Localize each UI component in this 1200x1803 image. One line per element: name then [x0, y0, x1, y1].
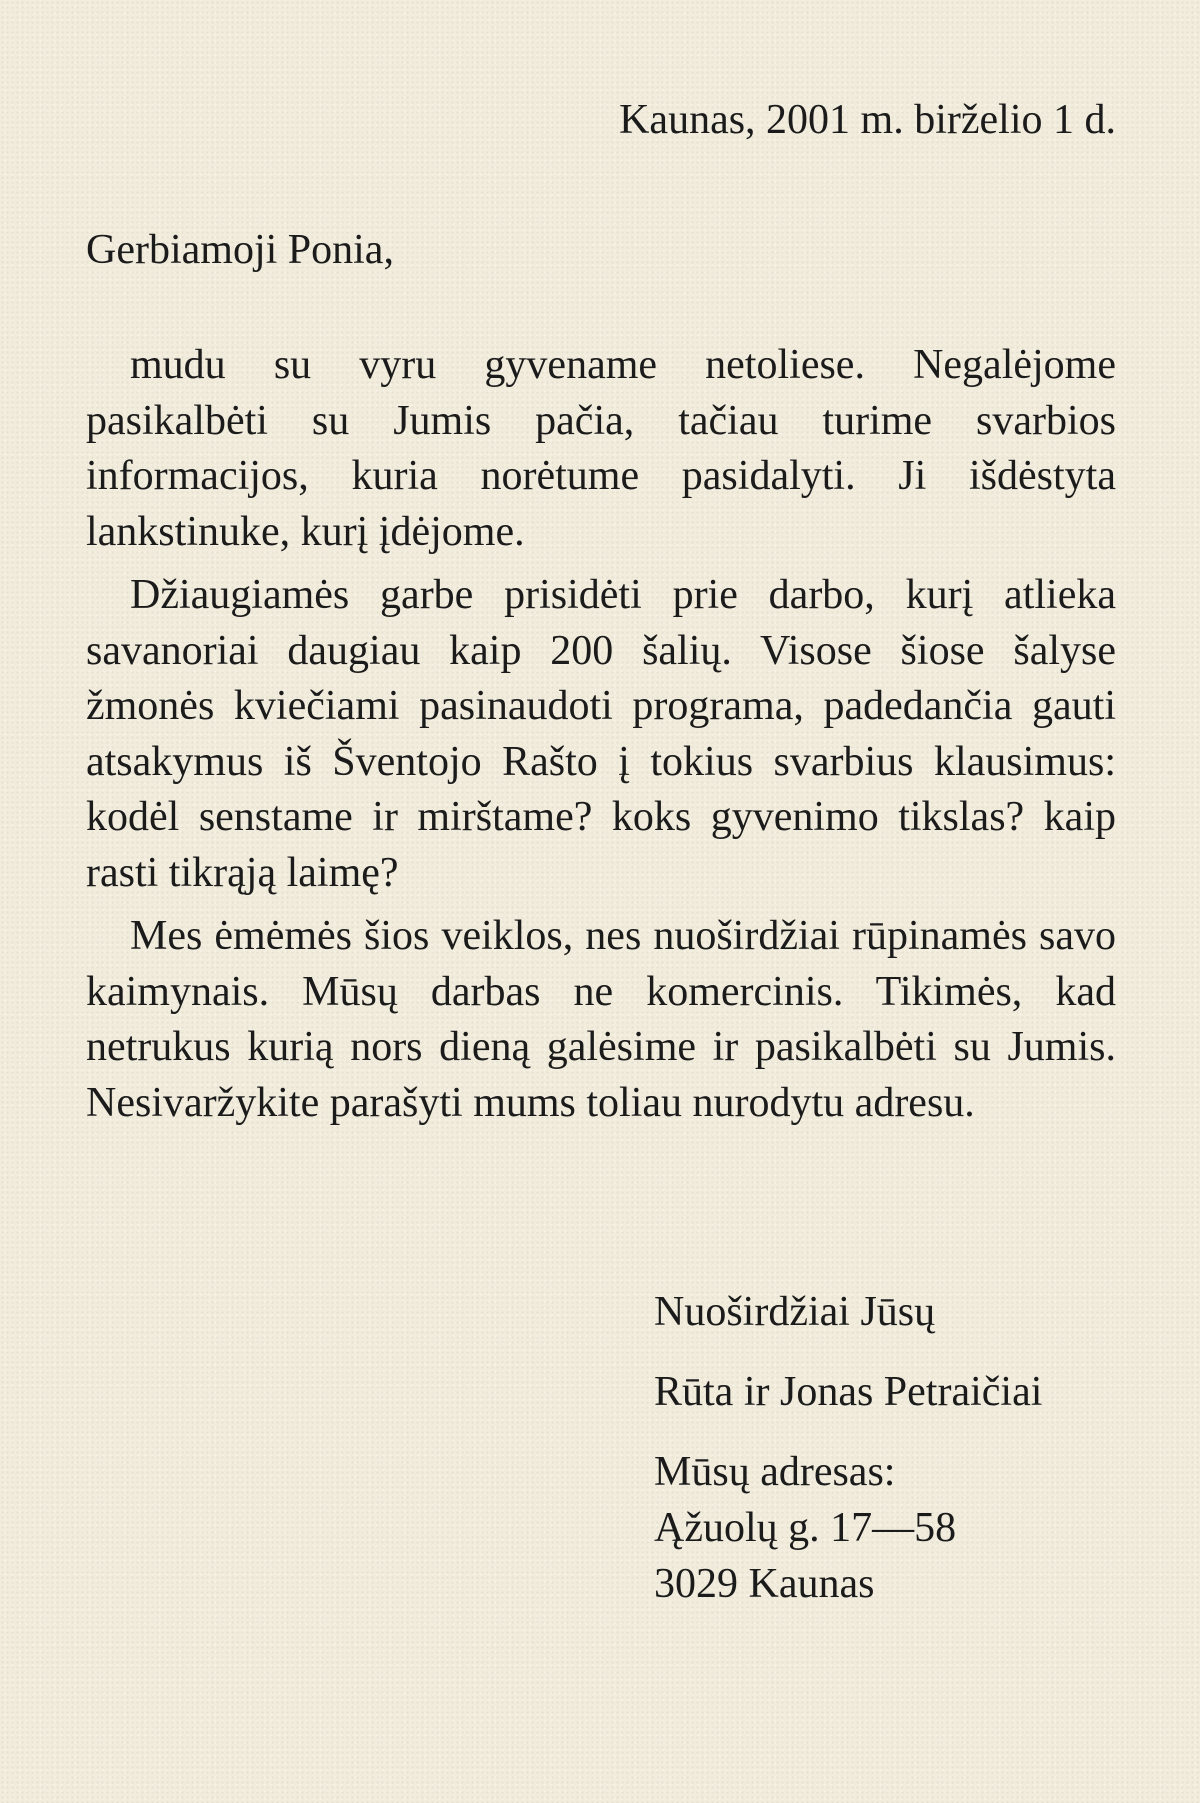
letter-date: Kaunas, 2001 m. birželio 1 d.: [619, 97, 1116, 143]
letter-body: [86, 338, 1116, 1139]
address-label: Mūsų adresas:: [654, 1449, 896, 1495]
closing-phrase: Nuoširdžiai Jūsų: [654, 1289, 936, 1335]
address-street: Ąžuolų g. 17—58: [654, 1505, 957, 1551]
paragraph-1: mudu su vyru gyvename netoliese. Negalėjome pasikalbėti su Jumis pačia, tačiau turime svarbios informacijos, kuria norėtume pasidalyti. Ji išdėstyta lankstinuke, kurį įdėjome.: [86, 342, 1116, 555]
address-city: 3029 Kaunas: [654, 1561, 875, 1607]
closing-block: [654, 1284, 1042, 1612]
paragraph-2: Džiaugiamės garbe prisidėti prie darbo, kurį atlieka savanoriai daugiau kaip 200 šalių. Visose šiose šalyse žmonės kviečiami pasinaudoti programa, padedančia gauti atsakymus iš Šventojo Rašto į tokius svarbius klausimus: kodėl senstame ir mirštame? koks gyvenimo tikslas? kaip rasti tikrąją laimę?: [86, 572, 1116, 896]
paragraph-3: Mes ėmėmės šios veiklos, nes nuoširdžiai rūpinamės savo kaimynais. Mūsų darbas ne komercinis. Tikimės, kad netrukus kurią nors dieną galėsime ir pasikalbėti su Jumis. Nesivaržykite parašyti mums toliau nurodytu adresu.: [86, 913, 1116, 1126]
signature: Rūta ir Jonas Petraičiai: [654, 1369, 1043, 1415]
salutation: Gerbiamoji Ponia,: [86, 227, 394, 273]
letter-page: [86, 0, 1116, 1803]
